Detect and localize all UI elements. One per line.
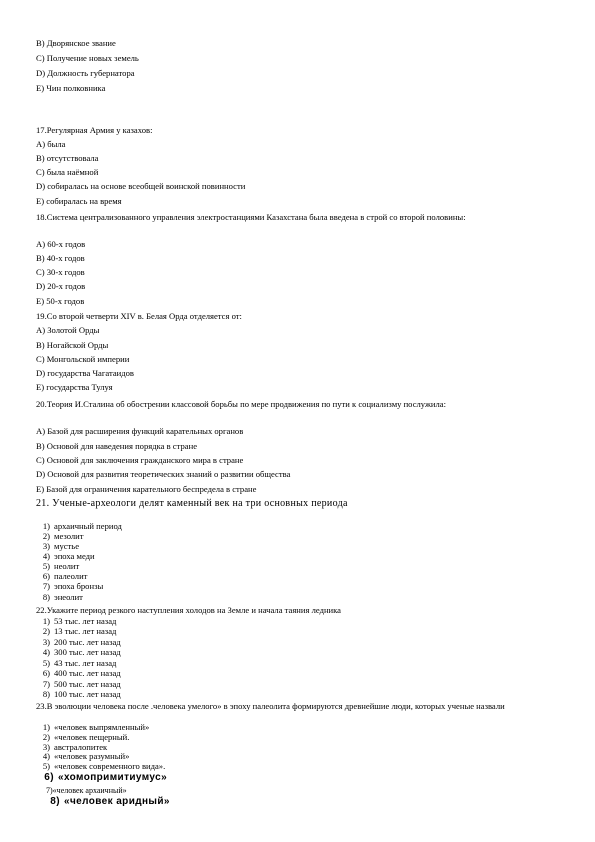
list-item: 4) эпоха меди — [42, 551, 95, 561]
question-23: 23.В эволюции человека после .человека умелого» в эпоху палеолита формируются древнейшие люди, которых ученые назвали — [36, 701, 505, 711]
answer-option: D) 20-х годов — [36, 281, 86, 291]
list-item: 2) 13 тыс. лет назад — [42, 626, 117, 636]
answer-option: C) Монгольской империи — [36, 354, 130, 364]
answer-option: E) собиралась на время — [36, 196, 122, 206]
answer-option: D) Должность губернатора — [36, 68, 135, 78]
answer-option: A) 60-х годов — [36, 239, 86, 249]
question-17: 17.Регулярная Армия у казахов: — [36, 125, 153, 135]
list-item: 8) «человек аридный» — [50, 796, 170, 807]
answer-option: C) Получение новых земель — [36, 53, 139, 63]
list-item: 3) 200 тыс. лет назад — [42, 637, 121, 647]
list-item: 6) «хомопримитиумус» — [44, 772, 168, 783]
answer-option: E) Чин полковника — [36, 83, 106, 93]
answer-option: B) Дворянское звание — [36, 38, 116, 48]
list-item: 4) «человек разумный» — [42, 751, 130, 761]
list-item: 3) мустье — [42, 541, 80, 551]
list-item: 5) «человек современного вида». — [42, 761, 166, 771]
answer-option: C) Основой для заключения гражданского мира в стране — [36, 455, 244, 465]
answer-option: A) Золотой Орды — [36, 325, 100, 335]
list-item: 1) «человек выпрямленный» — [42, 722, 150, 732]
answer-option: E) Базой для ограничения карательного беспредела в стране — [36, 484, 257, 494]
list-item: 2) мезолит — [42, 531, 84, 541]
list-item: 8) энеолит — [42, 592, 83, 602]
answer-option: C) была наёмной — [36, 167, 99, 177]
answer-option: A) Базой для расширения функций карательных органов — [36, 426, 244, 436]
list-item: 6) палеолит — [42, 571, 88, 581]
list-item: 7)«человек архаичный» — [46, 786, 127, 795]
list-item: 8) 100 тыс. лет назад — [42, 689, 121, 699]
answer-option: D) собиралась на основе всеобщей воинской повинности — [36, 181, 246, 191]
list-item: 4) 300 тыс. лет назад — [42, 647, 121, 657]
question-21: 21. Ученые-археологи делят каменный век на три основных периода — [36, 498, 348, 509]
answer-option: B) отсутствовала — [36, 153, 99, 163]
answer-option: A) была — [36, 139, 66, 149]
list-item: 2) «человек пещерный. — [42, 732, 130, 742]
question-22: 22.Укажите период резкого наступления холодов на Земле и начала таяния ледника — [36, 605, 341, 615]
question-20: 20.Теория И.Сталина об обострении классовой борьбы по мере продвижения по пути к социализму послужила: — [36, 399, 447, 409]
answer-option: B) 40-х годов — [36, 253, 85, 263]
answer-option: D) Основой для развития теоретических знаний о развитии общества — [36, 469, 291, 479]
answer-option: B) Ногайской Орды — [36, 340, 109, 350]
question-19: 19.Со второй четверти XIV в. Белая Орда отделяется от: — [36, 311, 242, 321]
list-item: 5) неолит — [42, 561, 80, 571]
question-18: 18.Система централизованного управления электростанциями Казахстана была введена в строй со второй половины: — [36, 212, 466, 222]
answer-option: E) 50-х годов — [36, 296, 85, 306]
answer-option: B) Основой для наведения порядка в стране — [36, 441, 198, 451]
list-item: 1) архаичный период — [42, 521, 122, 531]
list-item: 7) 500 тыс. лет назад — [42, 679, 121, 689]
list-item: 6) 400 тыс. лет назад — [42, 668, 121, 678]
list-item: 7) эпоха бронзы — [42, 581, 104, 591]
answer-option: D) государства Чагатаидов — [36, 368, 134, 378]
list-item: 5) 43 тыс. лет назад — [42, 658, 117, 668]
answer-option: C) 30-х годов — [36, 267, 85, 277]
list-item: 3) австралопитек — [42, 742, 108, 752]
answer-option: E) государства Тулуя — [36, 382, 113, 392]
list-item: 1) 53 тыс. лет назад — [42, 616, 117, 626]
